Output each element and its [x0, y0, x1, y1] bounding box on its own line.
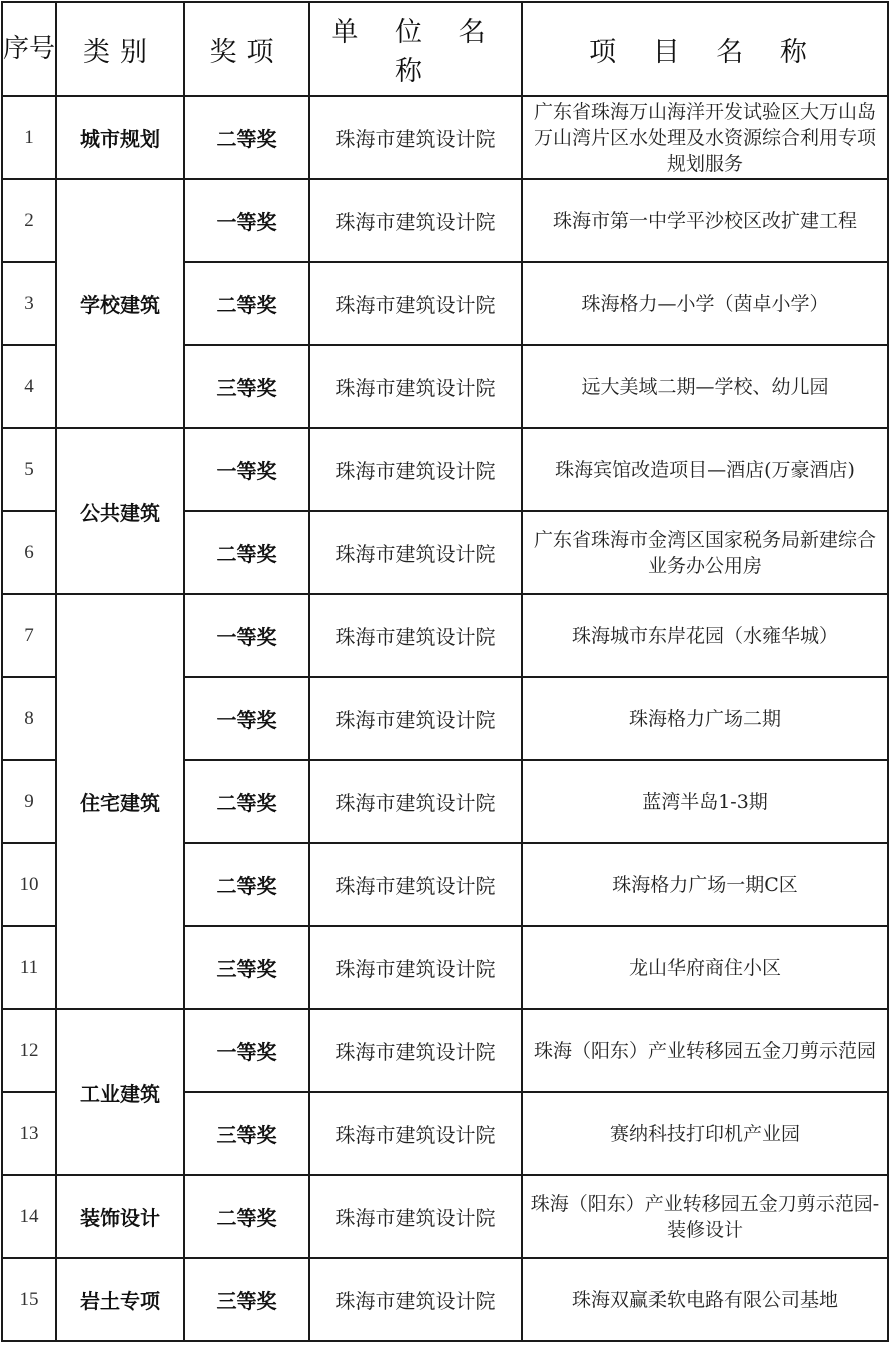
table-row — [2, 1009, 888, 1092]
award-cell: 二等奖 — [184, 1175, 309, 1258]
award-cell: 一等奖 — [184, 677, 309, 760]
category-cell: 工业建筑 — [56, 1009, 184, 1175]
award-cell: 二等奖 — [184, 511, 309, 594]
table-row — [2, 96, 888, 179]
award-cell: 一等奖 — [184, 179, 309, 262]
unit-cell: 珠海市建筑设计院 — [309, 760, 522, 843]
award-cell: 二等奖 — [184, 262, 309, 345]
row-index: 5 — [2, 428, 56, 511]
award-cell: 二等奖 — [184, 760, 309, 843]
row-index: 3 — [2, 262, 56, 345]
category-cell: 岩土专项 — [56, 1258, 184, 1341]
row-index: 6 — [2, 511, 56, 594]
unit-cell: 珠海市建筑设计院 — [309, 96, 522, 179]
project-cell: 赛纳科技打印机产业园 — [522, 1092, 888, 1175]
row-index: 12 — [2, 1009, 56, 1092]
header-project: 项 目 名 称 — [522, 2, 888, 96]
table-row — [2, 1175, 888, 1258]
unit-cell: 珠海市建筑设计院 — [309, 179, 522, 262]
award-cell: 三等奖 — [184, 1092, 309, 1175]
unit-cell: 珠海市建筑设计院 — [309, 926, 522, 1009]
table-row — [2, 428, 888, 511]
project-cell: 珠海（阳东）产业转移园五金刀剪示范园 — [522, 1009, 888, 1092]
project-cell: 龙山华府商住小区 — [522, 926, 888, 1009]
header-unit: 单 位 名 称 — [309, 2, 522, 96]
table-row — [2, 594, 888, 677]
category-cell: 城市规划 — [56, 96, 184, 179]
unit-cell: 珠海市建筑设计院 — [309, 345, 522, 428]
table-body — [2, 96, 888, 1341]
table-header — [2, 2, 888, 96]
project-cell: 珠海格力—小学（茵卓小学） — [522, 262, 888, 345]
project-cell: 珠海双赢柔软电路有限公司基地 — [522, 1258, 888, 1341]
unit-cell: 珠海市建筑设计院 — [309, 843, 522, 926]
project-cell: 广东省珠海万山海洋开发试验区大万山岛万山湾片区水处理及水资源综合利用专项规划服务 — [522, 96, 888, 179]
header-category: 类别 — [56, 2, 184, 96]
unit-cell: 珠海市建筑设计院 — [309, 428, 522, 511]
unit-cell: 珠海市建筑设计院 — [309, 1092, 522, 1175]
unit-cell: 珠海市建筑设计院 — [309, 511, 522, 594]
row-index: 7 — [2, 594, 56, 677]
project-cell: 珠海格力广场二期 — [522, 677, 888, 760]
category-cell: 住宅建筑 — [56, 594, 184, 1009]
unit-cell: 珠海市建筑设计院 — [309, 1175, 522, 1258]
unit-cell: 珠海市建筑设计院 — [309, 594, 522, 677]
award-cell: 三等奖 — [184, 926, 309, 1009]
unit-cell: 珠海市建筑设计院 — [309, 677, 522, 760]
row-index: 2 — [2, 179, 56, 262]
category-cell: 装饰设计 — [56, 1175, 184, 1258]
award-cell: 一等奖 — [184, 594, 309, 677]
award-cell: 一等奖 — [184, 1009, 309, 1092]
project-cell: 珠海市第一中学平沙校区改扩建工程 — [522, 179, 888, 262]
project-cell: 蓝湾半岛1-3期 — [522, 760, 888, 843]
unit-cell: 珠海市建筑设计院 — [309, 262, 522, 345]
row-index: 14 — [2, 1175, 56, 1258]
project-cell: 珠海城市东岸花园（水雍华城） — [522, 594, 888, 677]
row-index: 9 — [2, 760, 56, 843]
awards-table — [1, 1, 889, 1342]
row-index: 1 — [2, 96, 56, 179]
project-cell: 珠海宾馆改造项目—酒店(万豪酒店) — [522, 428, 888, 511]
project-cell: 广东省珠海市金湾区国家税务局新建综合业务办公用房 — [522, 511, 888, 594]
category-cell: 学校建筑 — [56, 179, 184, 428]
table-row — [2, 1258, 888, 1341]
project-cell: 珠海格力广场一期C区 — [522, 843, 888, 926]
award-cell: 三等奖 — [184, 345, 309, 428]
category-cell: 公共建筑 — [56, 428, 184, 594]
award-cell: 三等奖 — [184, 1258, 309, 1341]
header-index: 序号 — [2, 2, 56, 96]
project-cell: 远大美域二期—学校、幼儿园 — [522, 345, 888, 428]
header-row — [2, 2, 888, 96]
row-index: 10 — [2, 843, 56, 926]
unit-cell: 珠海市建筑设计院 — [309, 1258, 522, 1341]
table-row — [2, 179, 888, 262]
row-index: 13 — [2, 1092, 56, 1175]
project-cell: 珠海（阳东）产业转移园五金刀剪示范园-装修设计 — [522, 1175, 888, 1258]
row-index: 11 — [2, 926, 56, 1009]
row-index: 15 — [2, 1258, 56, 1341]
unit-cell: 珠海市建筑设计院 — [309, 1009, 522, 1092]
award-cell: 一等奖 — [184, 428, 309, 511]
award-cell: 二等奖 — [184, 843, 309, 926]
row-index: 4 — [2, 345, 56, 428]
row-index: 8 — [2, 677, 56, 760]
award-cell: 二等奖 — [184, 96, 309, 179]
header-award: 奖项 — [184, 2, 309, 96]
